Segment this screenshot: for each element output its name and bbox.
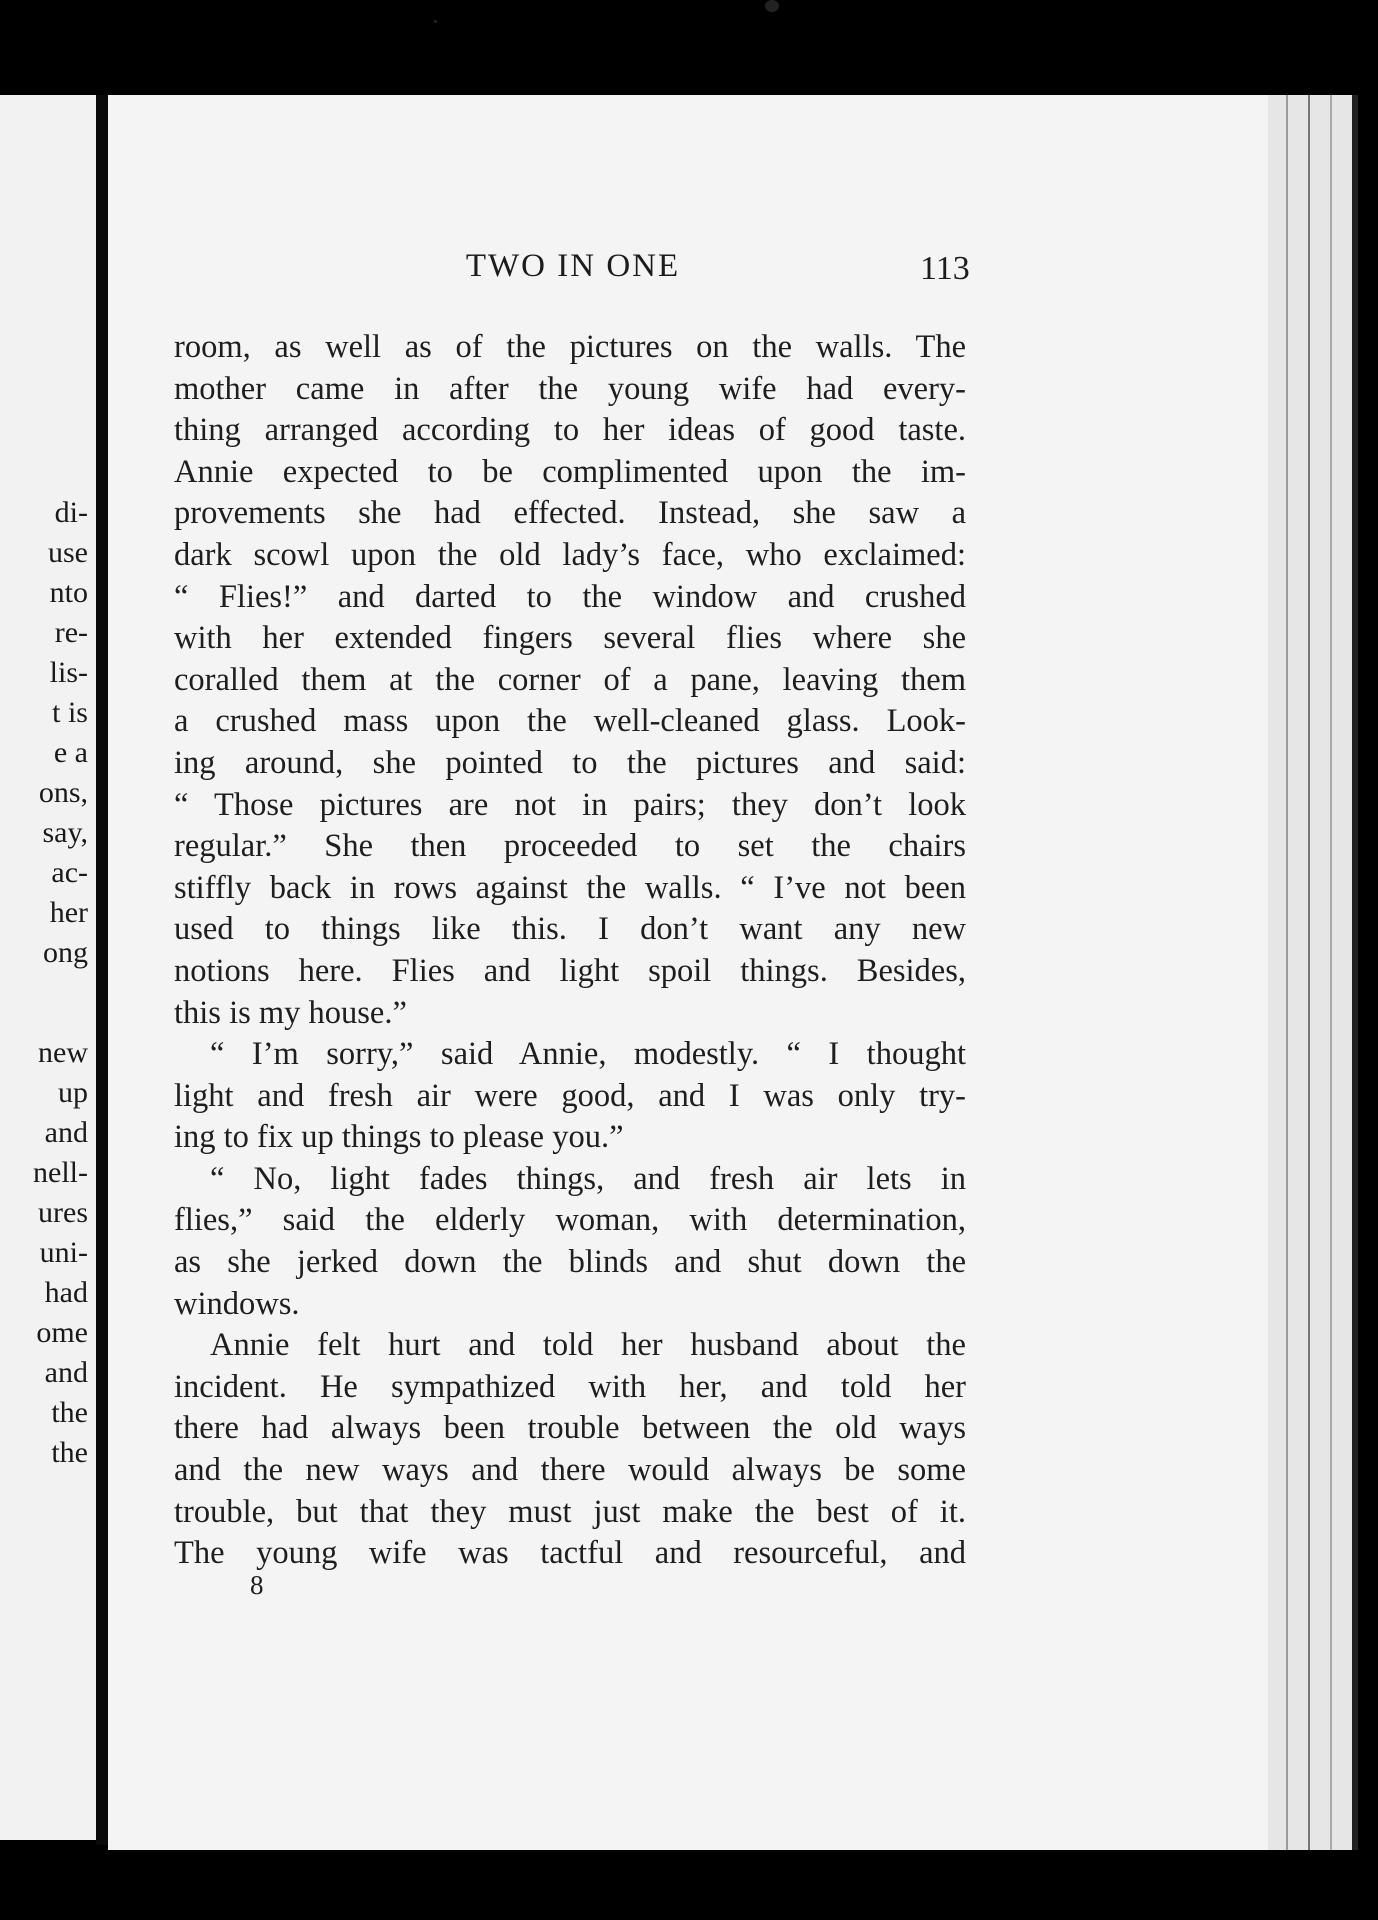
previous-page-text-fragment: uni- bbox=[39, 1236, 88, 1269]
previous-page-text-fragment: and bbox=[44, 1116, 88, 1149]
text-line: “ No, light fades things, and fresh air lets in bbox=[210, 1160, 966, 1197]
previous-page-text-fragment: the bbox=[51, 1436, 88, 1469]
previous-page-text-fragment: use bbox=[48, 536, 88, 569]
text-line: used to things like this. I don’t want any new bbox=[174, 911, 966, 948]
text-line: “ I’m sorry,” said Annie, modestly. “ I thought bbox=[210, 1036, 966, 1073]
text-line: thing arranged according to her ideas of good taste. bbox=[174, 412, 966, 449]
body-text bbox=[174, 327, 966, 1575]
previous-page-text-fragment: ome bbox=[36, 1316, 88, 1349]
book-gutter bbox=[96, 95, 108, 1845]
text-line: “ Flies!” and darted to the window and crushed bbox=[174, 578, 966, 615]
previous-page-text-fragment: new bbox=[38, 1036, 88, 1069]
text-line: light and fresh air were good, and I was only try- bbox=[174, 1077, 966, 1114]
previous-page-text-fragment: and bbox=[44, 1356, 88, 1389]
text-line: a crushed mass upon the well-cleaned glass. Look- bbox=[174, 703, 966, 740]
text-line: notions here. Flies and light spoil things. Besides, bbox=[174, 952, 966, 989]
text-line: windows. bbox=[174, 1285, 300, 1322]
previous-page-text-fragment: ures bbox=[38, 1196, 88, 1229]
text-line: provements she had effected. Instead, she saw a bbox=[174, 495, 966, 532]
previous-page-text-fragment: nto bbox=[49, 576, 88, 609]
running-head: TWO IN ONE bbox=[465, 248, 681, 284]
text-line: with her extended fingers several flies where she bbox=[174, 620, 966, 657]
text-line: dark scowl upon the old lady’s face, who exclaimed: bbox=[174, 536, 966, 573]
previous-page-text-fragment: had bbox=[44, 1276, 88, 1309]
text-line: ing to fix up things to please you.” bbox=[174, 1119, 624, 1156]
signature-mark: 8 bbox=[250, 1570, 264, 1600]
text-line: ing around, she pointed to the pictures and said: bbox=[174, 744, 966, 781]
previous-page-text-fragment: nell- bbox=[33, 1156, 88, 1189]
text-line: “ Those pictures are not in pairs; they don’t look bbox=[174, 786, 966, 823]
page-edge bbox=[1268, 95, 1358, 1850]
page-number: 113 bbox=[920, 250, 970, 287]
text-line: trouble, but that they must just make the best of it. bbox=[174, 1493, 966, 1530]
previous-page-text-fragment: re- bbox=[54, 616, 88, 649]
previous-page-text-fragment: ac- bbox=[51, 856, 88, 889]
previous-page-text-fragment: t is bbox=[52, 696, 88, 729]
text-line: and the new ways and there would always be some bbox=[174, 1452, 966, 1489]
text-line: mother came in after the young wife had every- bbox=[174, 370, 966, 407]
previous-page-text-fragment: up bbox=[58, 1076, 88, 1109]
previous-page-fragment bbox=[0, 95, 96, 1840]
text-line: Annie felt hurt and told her husband about the bbox=[210, 1327, 966, 1364]
text-line: as she jerked down the blinds and shut down the bbox=[174, 1244, 966, 1281]
text-line: incident. He sympathized with her, and told her bbox=[174, 1368, 966, 1405]
previous-page-text-fragment: di- bbox=[54, 496, 88, 529]
text-line: room, as well as of the pictures on the walls. The bbox=[174, 329, 966, 365]
text-line: The young wife was tactful and resourceful, and bbox=[174, 1535, 966, 1572]
text-line: there had always been trouble between the old ways bbox=[174, 1410, 966, 1447]
text-line: regular.” She then proceeded to set the chairs bbox=[174, 828, 966, 865]
previous-page-text-fragment: her bbox=[49, 896, 88, 929]
previous-page-text-fragment: say, bbox=[42, 816, 88, 849]
previous-page-text-fragment: e a bbox=[53, 736, 88, 769]
text-line: stiffly back in rows against the walls. “ I’ve not been bbox=[174, 869, 966, 906]
scan-border bbox=[0, 1850, 1378, 1920]
text-line: flies,” said the elderly woman, with determination, bbox=[174, 1202, 966, 1239]
text-line: coralled them at the corner of a pane, leaving them bbox=[174, 661, 966, 698]
text-line: this is my house.” bbox=[174, 994, 407, 1031]
previous-page-text-fragment: the bbox=[51, 1396, 88, 1429]
previous-page-text-fragment: lis- bbox=[49, 656, 88, 689]
text-line: Annie expected to be complimented upon the im- bbox=[174, 453, 966, 490]
previous-page-text-fragment: ong bbox=[43, 936, 88, 969]
previous-page-text-fragment: ons, bbox=[38, 776, 88, 809]
